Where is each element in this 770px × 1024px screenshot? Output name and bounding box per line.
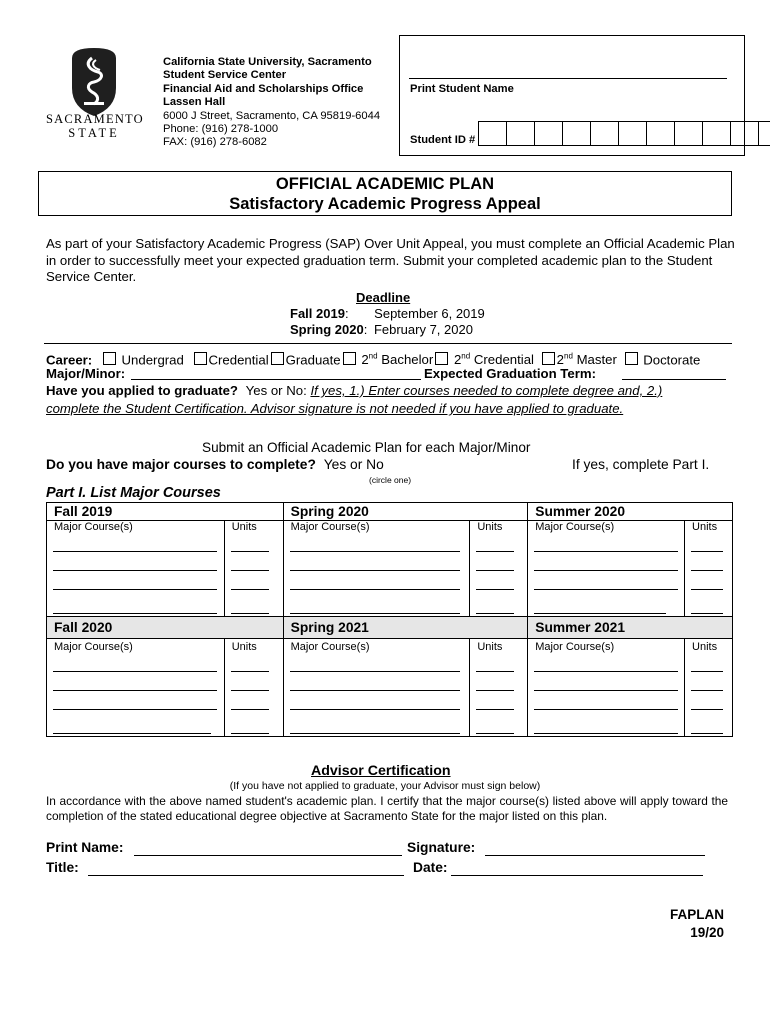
course-field[interactable] [534, 613, 666, 614]
units-field[interactable] [231, 709, 269, 710]
applied-note-line2: complete the Student Certification. Advisor signature is not needed if you have applied to graduate. [46, 401, 624, 416]
hornet-flame-icon [46, 46, 142, 118]
second-bachelor-label: 2nd Bachelor [361, 352, 434, 368]
units-field[interactable] [476, 613, 514, 614]
office-address [163, 56, 380, 150]
title-label: Title: [46, 860, 79, 875]
logo-word-state: STATE [68, 126, 120, 140]
units-field[interactable] [691, 551, 723, 552]
student-info-box [399, 35, 745, 156]
deadline-heading: Deadline [356, 290, 411, 305]
fall-deadline-label: Fall 2019 [290, 306, 345, 321]
units-column-header: Units [685, 639, 733, 656]
phone-number: Phone: (916) 278-1000 [163, 123, 279, 136]
major-courses-yes-no: Yes or No [323, 457, 384, 472]
units-column-header: Units [224, 521, 283, 536]
date-label: Date: [413, 860, 448, 875]
student-id-digit[interactable] [730, 121, 758, 146]
applied-yes-no: Yes or No: [245, 383, 307, 398]
second-credential-label: 2nd Credential [453, 352, 534, 368]
major-courses-question-row [46, 457, 384, 472]
expected-graduation-term-field[interactable] [622, 379, 726, 380]
intro-paragraph: As part of your Satisfactory Academic Progress (SAP) Over Unit Appeal, you must complete an Official Academic Plan in order to successfully meet your expected graduation term. Submit your completed academic plan to the Student Service Center. [46, 236, 735, 285]
course-entry-row [47, 712, 733, 737]
student-id-boxes [478, 121, 770, 146]
building-name: Lassen Hall [163, 96, 226, 109]
units-column-header: Units [685, 521, 733, 536]
course-field[interactable] [534, 589, 678, 590]
course-field[interactable] [290, 709, 460, 710]
form-title-box [38, 171, 732, 216]
course-field[interactable] [290, 733, 460, 734]
units-field[interactable] [691, 613, 723, 614]
course-field[interactable] [534, 709, 678, 710]
form-code-block [670, 906, 724, 942]
course-field[interactable] [534, 733, 678, 734]
student-id-digit[interactable] [534, 121, 562, 146]
print-name-label: Print Name: [46, 840, 124, 855]
course-entry-row [47, 592, 733, 617]
major-course-column-header: Major Course(s) [283, 521, 470, 536]
units-field[interactable] [691, 733, 723, 734]
advisor-note: (If you have not applied to graduate, your Advisor must sign below) [229, 780, 541, 792]
advisor-certification-heading: Advisor Certification [311, 763, 451, 779]
student-id-digit[interactable] [646, 121, 674, 146]
course-field[interactable] [53, 671, 217, 672]
major-courses-table [46, 502, 733, 737]
student-id-digit[interactable] [478, 121, 506, 146]
units-field[interactable] [476, 589, 514, 590]
course-field[interactable] [290, 690, 460, 691]
units-field[interactable] [476, 709, 514, 710]
term-header: Spring 2021 [283, 617, 528, 639]
fax-number: FAX: (916) 278-6082 [163, 136, 267, 149]
units-field[interactable] [231, 551, 269, 552]
course-field[interactable] [53, 733, 211, 734]
signature-label: Signature: [407, 840, 476, 855]
course-field[interactable] [534, 551, 678, 552]
print-name-field[interactable] [134, 855, 402, 856]
course-entry-row [47, 554, 733, 573]
form-title: OFFICIAL ACADEMIC PLAN [275, 175, 495, 193]
course-entry-row [47, 535, 733, 554]
university-name: California State University, Sacramento [163, 56, 372, 68]
major-courses-question: Do you have major courses to complete? [46, 457, 316, 472]
units-field[interactable] [476, 671, 514, 672]
major-course-column-header: Major Course(s) [54, 641, 133, 653]
student-id-label: Student ID # [410, 134, 476, 146]
student-id-digit[interactable] [758, 121, 770, 146]
course-field[interactable] [53, 709, 217, 710]
course-entry-row [47, 573, 733, 592]
credential-label: Credential [208, 352, 269, 368]
units-field[interactable] [691, 589, 723, 590]
graduate-checkbox[interactable] [271, 352, 284, 365]
units-column-header: Units [224, 639, 283, 656]
units-field[interactable] [476, 733, 514, 734]
units-field[interactable] [476, 551, 514, 552]
term-header-row [47, 503, 733, 521]
spring-deadline-label: Spring 2020 [290, 322, 364, 337]
submit-plan-note: Submit an Official Academic Plan for each Major/Minor [202, 440, 531, 455]
second-bachelor-checkbox[interactable] [343, 352, 356, 365]
section-divider [44, 343, 732, 344]
doctorate-label: Doctorate [643, 352, 701, 368]
sacramento-state-logo [46, 46, 142, 150]
major-minor-field[interactable] [131, 379, 421, 380]
credential-checkbox[interactable] [194, 352, 207, 365]
major-minor-label: Major/Minor: [46, 366, 126, 381]
department-name: Student Service Center [163, 69, 287, 82]
term-header-row [47, 617, 733, 639]
course-field[interactable] [53, 589, 217, 590]
career-row [46, 349, 700, 368]
course-field[interactable] [290, 551, 460, 552]
doctorate-checkbox[interactable] [625, 352, 638, 365]
course-field[interactable] [53, 690, 217, 691]
units-field[interactable] [231, 671, 269, 672]
term-header: Summer 2021 [528, 617, 733, 639]
major-course-column-header: Major Course(s) [54, 521, 133, 533]
units-field[interactable] [476, 570, 514, 571]
student-id-digit[interactable] [702, 121, 730, 146]
units-field[interactable] [231, 613, 269, 614]
part-one-title: Part I. List Major Courses [46, 485, 221, 501]
applied-note-line1: If yes, 1.) Enter courses needed to complete degree and, 2.) [310, 383, 663, 398]
second-master-checkbox[interactable] [542, 352, 555, 365]
student-id-digit[interactable] [618, 121, 646, 146]
major-course-column-header: Major Course(s) [528, 521, 685, 536]
course-field[interactable] [534, 570, 678, 571]
course-field[interactable] [534, 671, 678, 672]
course-entry-row [47, 693, 733, 712]
fall-deadline-date: September 6, 2019 [374, 306, 485, 321]
term-header: Summer 2020 [528, 503, 733, 521]
advisor-certification-text: In accordance with the above named student's academic plan. I certify that the major course(s) listed above will apply toward the completion of the stated educational degree objective at Sacramento State for the major listed on this plan. [46, 794, 728, 823]
signature-field[interactable] [485, 855, 705, 856]
title-field[interactable] [88, 875, 404, 876]
circle-one-note: (circle one) [369, 475, 412, 485]
term-header: Spring 2020 [283, 503, 528, 521]
print-student-name-label: Print Student Name [410, 83, 514, 95]
course-field[interactable] [53, 570, 217, 571]
units-field[interactable] [231, 570, 269, 571]
student-id-digit[interactable] [674, 121, 702, 146]
units-field[interactable] [231, 690, 269, 691]
course-field[interactable] [290, 589, 460, 590]
expected-graduation-term-label: Expected Graduation Term: [424, 366, 596, 381]
logo-word-sacramento: SACRAMENTO [46, 112, 144, 126]
student-id-digit[interactable] [562, 121, 590, 146]
course-field[interactable] [290, 570, 460, 571]
course-field[interactable] [534, 690, 678, 691]
units-column-header: Units [470, 639, 528, 656]
deadline-block: Deadline Fall 2019: September 6, 2019 Spring 2020: February 7, 2020 [290, 290, 485, 337]
course-entry-row [47, 674, 733, 693]
second-credential-checkbox[interactable] [435, 352, 448, 365]
form-version: 19/20 [690, 925, 724, 940]
major-course-column-header: Major Course(s) [528, 639, 685, 656]
undergrad-label: Undergrad [121, 352, 184, 368]
units-field[interactable] [691, 570, 723, 571]
career-label: Career: [46, 352, 93, 368]
form-code: FAPLAN [670, 907, 724, 922]
term-header: Fall 2020 [47, 617, 284, 639]
units-field[interactable] [691, 709, 723, 710]
office-name: Financial Aid and Scholarships Office [163, 82, 364, 95]
student-name-field[interactable] [409, 78, 727, 79]
units-field[interactable] [231, 733, 269, 734]
student-id-digit[interactable] [590, 121, 618, 146]
date-field[interactable] [451, 875, 703, 876]
course-field[interactable] [290, 671, 460, 672]
column-header-row [47, 639, 733, 656]
units-field[interactable] [691, 671, 723, 672]
student-id-digit[interactable] [506, 121, 534, 146]
units-field[interactable] [231, 589, 269, 590]
course-field[interactable] [53, 613, 217, 614]
street-address: 6000 J Street, Sacramento, CA 95819-6044 [163, 109, 381, 122]
major-course-column-header: Major Course(s) [283, 639, 470, 656]
course-field[interactable] [53, 551, 217, 552]
term-header: Fall 2019 [47, 503, 284, 521]
applied-to-graduate-row [46, 383, 662, 398]
graduate-label: Graduate [285, 352, 341, 368]
units-column-header: Units [470, 521, 528, 536]
units-field[interactable] [476, 690, 514, 691]
undergrad-checkbox[interactable] [103, 352, 116, 365]
spring-deadline-date: February 7, 2020 [373, 322, 473, 337]
form-subtitle: Satisfactory Academic Progress Appeal [229, 195, 541, 213]
second-master-label: 2nd Master [556, 352, 617, 368]
course-field[interactable] [290, 613, 460, 614]
units-field[interactable] [691, 690, 723, 691]
applied-to-graduate-question: Have you applied to graduate? [46, 383, 238, 398]
column-header-row [47, 521, 733, 536]
course-entry-row [47, 655, 733, 674]
if-yes-instruction: If yes, complete Part I. [572, 457, 710, 472]
